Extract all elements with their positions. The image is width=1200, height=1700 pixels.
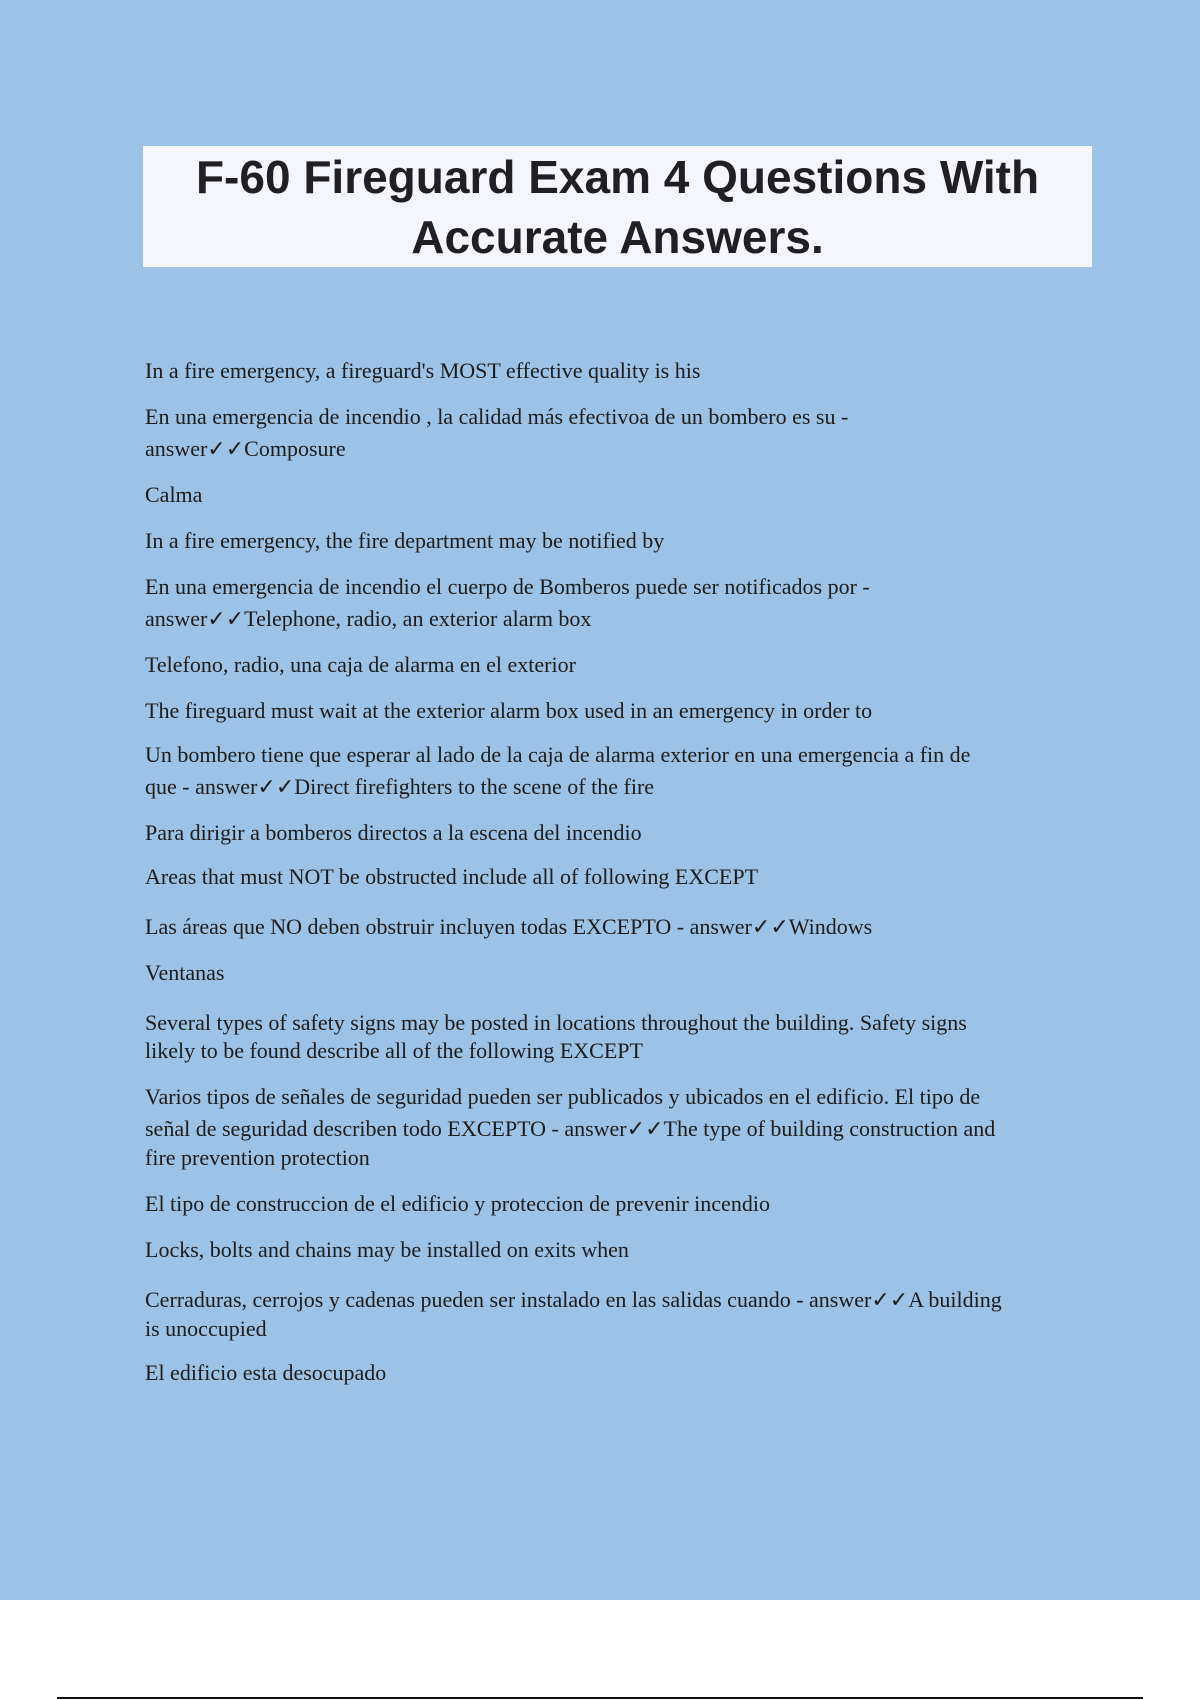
footer-divider [57, 1697, 1143, 1699]
title-box [143, 146, 1092, 267]
document-title: F-60 Fireguard Exam 4 Questions With Accurate Answers. [195, 150, 1040, 263]
text-line: Ventanas [145, 960, 225, 985]
text-line: answer✓✓Composure [145, 436, 346, 461]
text-line: Un bombero tiene que esperar al lado de la caja de alarma exterior en una emergencia a fin de [145, 742, 971, 767]
text-line: Varios tipos de señales de seguridad pueden ser publicados y ubicados en el edificio. El tipo de [145, 1084, 981, 1109]
text-line: answer✓✓Telephone, radio, an exterior alarm box [145, 606, 592, 631]
text-line: que - answer✓✓Direct firefighters to the scene of the fire [145, 774, 655, 799]
text-line: Several types of safety signs may be posted in locations throughout the building. Safety signs [145, 1010, 967, 1035]
text-line: señal de seguridad describen todo EXCEPTO - answer✓✓The type of building construction and [145, 1116, 996, 1141]
text-line: The fireguard must wait at the exterior alarm box used in an emergency in order to [145, 698, 873, 723]
text-line: likely to be found describe all of the following EXCEPT [145, 1038, 643, 1063]
document-body [145, 355, 1095, 1389]
text-line: El tipo de construccion de el edificio y proteccion de prevenir incendio [145, 1191, 770, 1216]
text-line: Para dirigir a bomberos directos a la escena del incendio [145, 820, 642, 845]
text-line: Telefono, radio, una caja de alarma en el exterior [145, 652, 576, 677]
text-line: is unoccupied [145, 1316, 267, 1341]
text-line: El edificio esta desocupado [145, 1360, 387, 1385]
text-line: Calma [145, 482, 203, 507]
text-line: Las áreas que NO deben obstruir incluyen todas EXCEPTO - answer✓✓Windows [145, 914, 873, 939]
text-line: Locks, bolts and chains may be installed on exits when [145, 1237, 629, 1262]
text-line: fire prevention protection [145, 1145, 370, 1170]
text-line: Cerraduras, cerrojos y cadenas pueden ser instalado en las salidas cuando - answer✓✓A building [145, 1287, 1002, 1312]
text-line: Areas that must NOT be obstructed include all of following EXCEPT [145, 864, 759, 889]
text-line: En una emergencia de incendio , la calidad más efectivoa de un bombero es su - [145, 404, 849, 429]
text-line: En una emergencia de incendio el cuerpo de Bomberos puede ser notificados por - [145, 574, 870, 599]
text-line: In a fire emergency, a fireguard's MOST effective quality is his [145, 358, 701, 383]
text-line: In a fire emergency, the fire department may be notified by [145, 528, 665, 553]
